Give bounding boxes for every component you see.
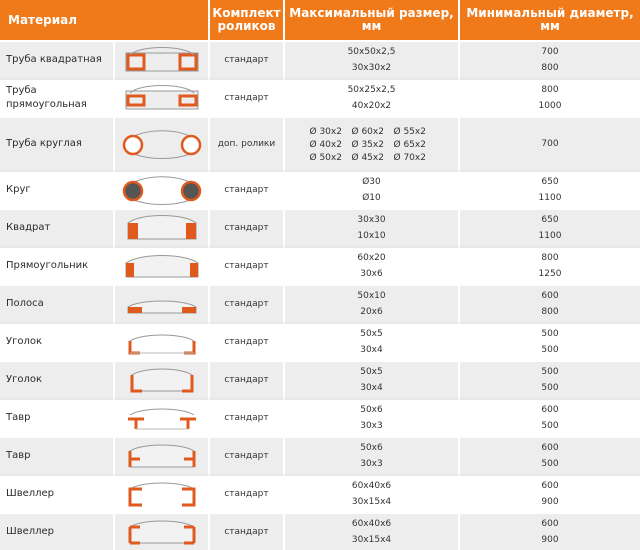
rectangle-bar-icon bbox=[115, 246, 210, 284]
roller-set: стандарт bbox=[210, 512, 285, 550]
material-name: Уголок bbox=[0, 360, 115, 398]
roller-set: стандарт bbox=[210, 322, 285, 360]
max-size-grid bbox=[310, 126, 434, 165]
max-size-value: 60x40x6 bbox=[351, 519, 392, 529]
header-set: Комплект роликов bbox=[210, 0, 285, 40]
min-diameter-value: 800 bbox=[541, 253, 559, 263]
roller-set: стандарт bbox=[210, 398, 285, 436]
max-size-value: 50x6 bbox=[360, 443, 383, 453]
max-size-value: Ø 40x2 bbox=[309, 139, 342, 150]
max-size-value: Ø 35x2 bbox=[351, 139, 384, 150]
material-name: Труба круглая bbox=[0, 116, 115, 170]
min-diameter-cell bbox=[460, 246, 640, 284]
material-name: Тавр bbox=[0, 436, 115, 474]
angle-icon bbox=[115, 322, 210, 360]
max-size-value: 40x20x2 bbox=[351, 101, 392, 111]
min-diameter-value: 600 bbox=[541, 481, 559, 491]
table-row bbox=[0, 398, 640, 436]
square-tube-icon bbox=[115, 40, 210, 78]
min-diameter-value: 900 bbox=[541, 497, 559, 507]
max-size-cell bbox=[285, 360, 460, 398]
min-diameter-cell bbox=[460, 208, 640, 246]
min-diameter-value: 1250 bbox=[538, 269, 562, 279]
min-diameter-value: 500 bbox=[541, 421, 559, 431]
max-size-cell bbox=[285, 398, 460, 436]
rectangular-tube-icon bbox=[115, 78, 210, 116]
roller-set: стандарт bbox=[210, 284, 285, 322]
max-size-value: 30x15x4 bbox=[351, 497, 392, 507]
roller-set: стандарт bbox=[210, 436, 285, 474]
tee-alt-icon bbox=[115, 436, 210, 474]
min-diameter-value: 700 bbox=[541, 47, 559, 57]
max-size-cell bbox=[285, 116, 460, 170]
min-diameter-value: 500 bbox=[541, 329, 559, 339]
max-size-cell bbox=[285, 474, 460, 512]
min-diameter-cell bbox=[460, 360, 640, 398]
material-name: Круг bbox=[0, 170, 115, 208]
max-size-value: 50x6 bbox=[360, 405, 383, 415]
max-size-value: Ø 50x2 bbox=[309, 152, 342, 163]
table-row bbox=[0, 40, 640, 78]
max-size-value: 50x25x2,5 bbox=[347, 85, 396, 95]
material-name: Прямоугольник bbox=[0, 246, 115, 284]
material-name: Тавр bbox=[0, 398, 115, 436]
material-name: Швеллер bbox=[0, 474, 115, 512]
min-diameter-cell bbox=[460, 40, 640, 78]
min-diameter-cell bbox=[460, 512, 640, 550]
roller-set: стандарт bbox=[210, 474, 285, 512]
table-row bbox=[0, 284, 640, 322]
table-header bbox=[0, 0, 640, 40]
min-diameter-cell bbox=[460, 322, 640, 360]
min-diameter-cell bbox=[460, 398, 640, 436]
header-min: Минимальный диаметр, мм bbox=[460, 0, 640, 40]
min-diameter-value: 500 bbox=[541, 367, 559, 377]
roller-set: стандарт bbox=[210, 170, 285, 208]
min-diameter-cell bbox=[460, 78, 640, 116]
max-size-value: 30x6 bbox=[360, 269, 383, 279]
max-size-value: 50x10 bbox=[357, 291, 386, 301]
min-diameter-value: 600 bbox=[541, 443, 559, 453]
max-size-cell bbox=[285, 436, 460, 474]
channel-alt-icon bbox=[115, 512, 210, 550]
material-name: Квадрат bbox=[0, 208, 115, 246]
table-row bbox=[0, 322, 640, 360]
round-tube-icon bbox=[115, 116, 210, 170]
max-size-value: 10x10 bbox=[357, 231, 386, 241]
angle-alt-icon bbox=[115, 360, 210, 398]
max-size-value: Ø 70x2 bbox=[393, 152, 426, 163]
min-diameter-value: 900 bbox=[541, 535, 559, 545]
material-name: Швеллер bbox=[0, 512, 115, 550]
min-diameter-value: 1100 bbox=[538, 193, 562, 203]
min-diameter-value: 600 bbox=[541, 291, 559, 301]
roller-set: стандарт bbox=[210, 78, 285, 116]
min-diameter-value: 600 bbox=[541, 405, 559, 415]
max-size-value: Ø 55x2 bbox=[393, 126, 426, 137]
max-size-value: Ø 45x2 bbox=[351, 152, 384, 163]
round-bar-icon bbox=[115, 170, 210, 208]
max-size-cell bbox=[285, 512, 460, 550]
max-size-value: 50x5 bbox=[360, 329, 383, 339]
table-row bbox=[0, 360, 640, 398]
max-size-cell bbox=[285, 246, 460, 284]
max-size-value: 50x50x2,5 bbox=[347, 47, 396, 57]
max-size-value: 20x6 bbox=[360, 307, 383, 317]
max-size-cell bbox=[285, 170, 460, 208]
material-name: Уголок bbox=[0, 322, 115, 360]
min-diameter-cell bbox=[460, 474, 640, 512]
max-size-value: 30x3 bbox=[360, 421, 383, 431]
min-diameter-cell bbox=[460, 436, 640, 474]
header-max: Максимальный размер, мм bbox=[285, 0, 460, 40]
table-row bbox=[0, 246, 640, 284]
material-name: Труба прямоугольная bbox=[0, 78, 115, 116]
min-diameter-value: 800 bbox=[541, 307, 559, 317]
min-diameter-cell bbox=[460, 116, 640, 170]
square-bar-icon bbox=[115, 208, 210, 246]
material-name: Полоса bbox=[0, 284, 115, 322]
min-diameter-value: 800 bbox=[541, 63, 559, 73]
max-size-value: 30x4 bbox=[360, 345, 383, 355]
max-size-value: 60x20 bbox=[357, 253, 386, 263]
table-row bbox=[0, 474, 640, 512]
table-row bbox=[0, 170, 640, 208]
table-row bbox=[0, 208, 640, 246]
min-diameter-cell bbox=[460, 170, 640, 208]
min-diameter-value: 1000 bbox=[538, 101, 562, 111]
roller-set: стандарт bbox=[210, 360, 285, 398]
max-size-value: Ø 60x2 bbox=[351, 126, 384, 137]
roller-set: доп. ролики bbox=[210, 116, 285, 170]
table-row bbox=[0, 78, 640, 116]
min-diameter-value: 800 bbox=[541, 85, 559, 95]
tee-icon bbox=[115, 398, 210, 436]
min-diameter-value: 500 bbox=[541, 345, 559, 355]
max-size-cell bbox=[285, 284, 460, 322]
roller-set: стандарт bbox=[210, 40, 285, 78]
min-diameter-value: 600 bbox=[541, 519, 559, 529]
max-size-value: Ø 30x2 bbox=[309, 126, 342, 137]
table-row bbox=[0, 116, 640, 170]
table-row bbox=[0, 512, 640, 550]
max-size-cell bbox=[285, 322, 460, 360]
max-size-value: Ø 65x2 bbox=[393, 139, 426, 150]
max-size-value: 50x5 bbox=[360, 367, 383, 377]
max-size-cell bbox=[285, 78, 460, 116]
roller-set: стандарт bbox=[210, 208, 285, 246]
min-diameter-value: 500 bbox=[541, 383, 559, 393]
max-size-value: 30x4 bbox=[360, 383, 383, 393]
max-size-value: Ø30 bbox=[362, 177, 381, 187]
max-size-cell bbox=[285, 40, 460, 78]
max-size-value: 60x40x6 bbox=[351, 481, 392, 491]
max-size-value: 30x30 bbox=[357, 215, 386, 225]
header-material: Материал bbox=[0, 0, 210, 40]
material-name: Труба квадратная bbox=[0, 40, 115, 78]
max-size-cell bbox=[285, 208, 460, 246]
max-size-value: 30x30x2 bbox=[351, 63, 392, 73]
channel-icon bbox=[115, 474, 210, 512]
max-size-value: 30x15x4 bbox=[351, 535, 392, 545]
min-diameter-cell bbox=[460, 284, 640, 322]
min-diameter-value: 650 bbox=[541, 215, 559, 225]
min-diameter-value: 700 bbox=[541, 139, 559, 149]
min-diameter-value: 650 bbox=[541, 177, 559, 187]
flat-bar-icon bbox=[115, 284, 210, 322]
min-diameter-value: 1100 bbox=[538, 231, 562, 241]
max-size-value: 30x3 bbox=[360, 459, 383, 469]
roller-set: стандарт bbox=[210, 246, 285, 284]
min-diameter-value: 500 bbox=[541, 459, 559, 469]
table-row bbox=[0, 436, 640, 474]
max-size-value: Ø10 bbox=[362, 193, 381, 203]
